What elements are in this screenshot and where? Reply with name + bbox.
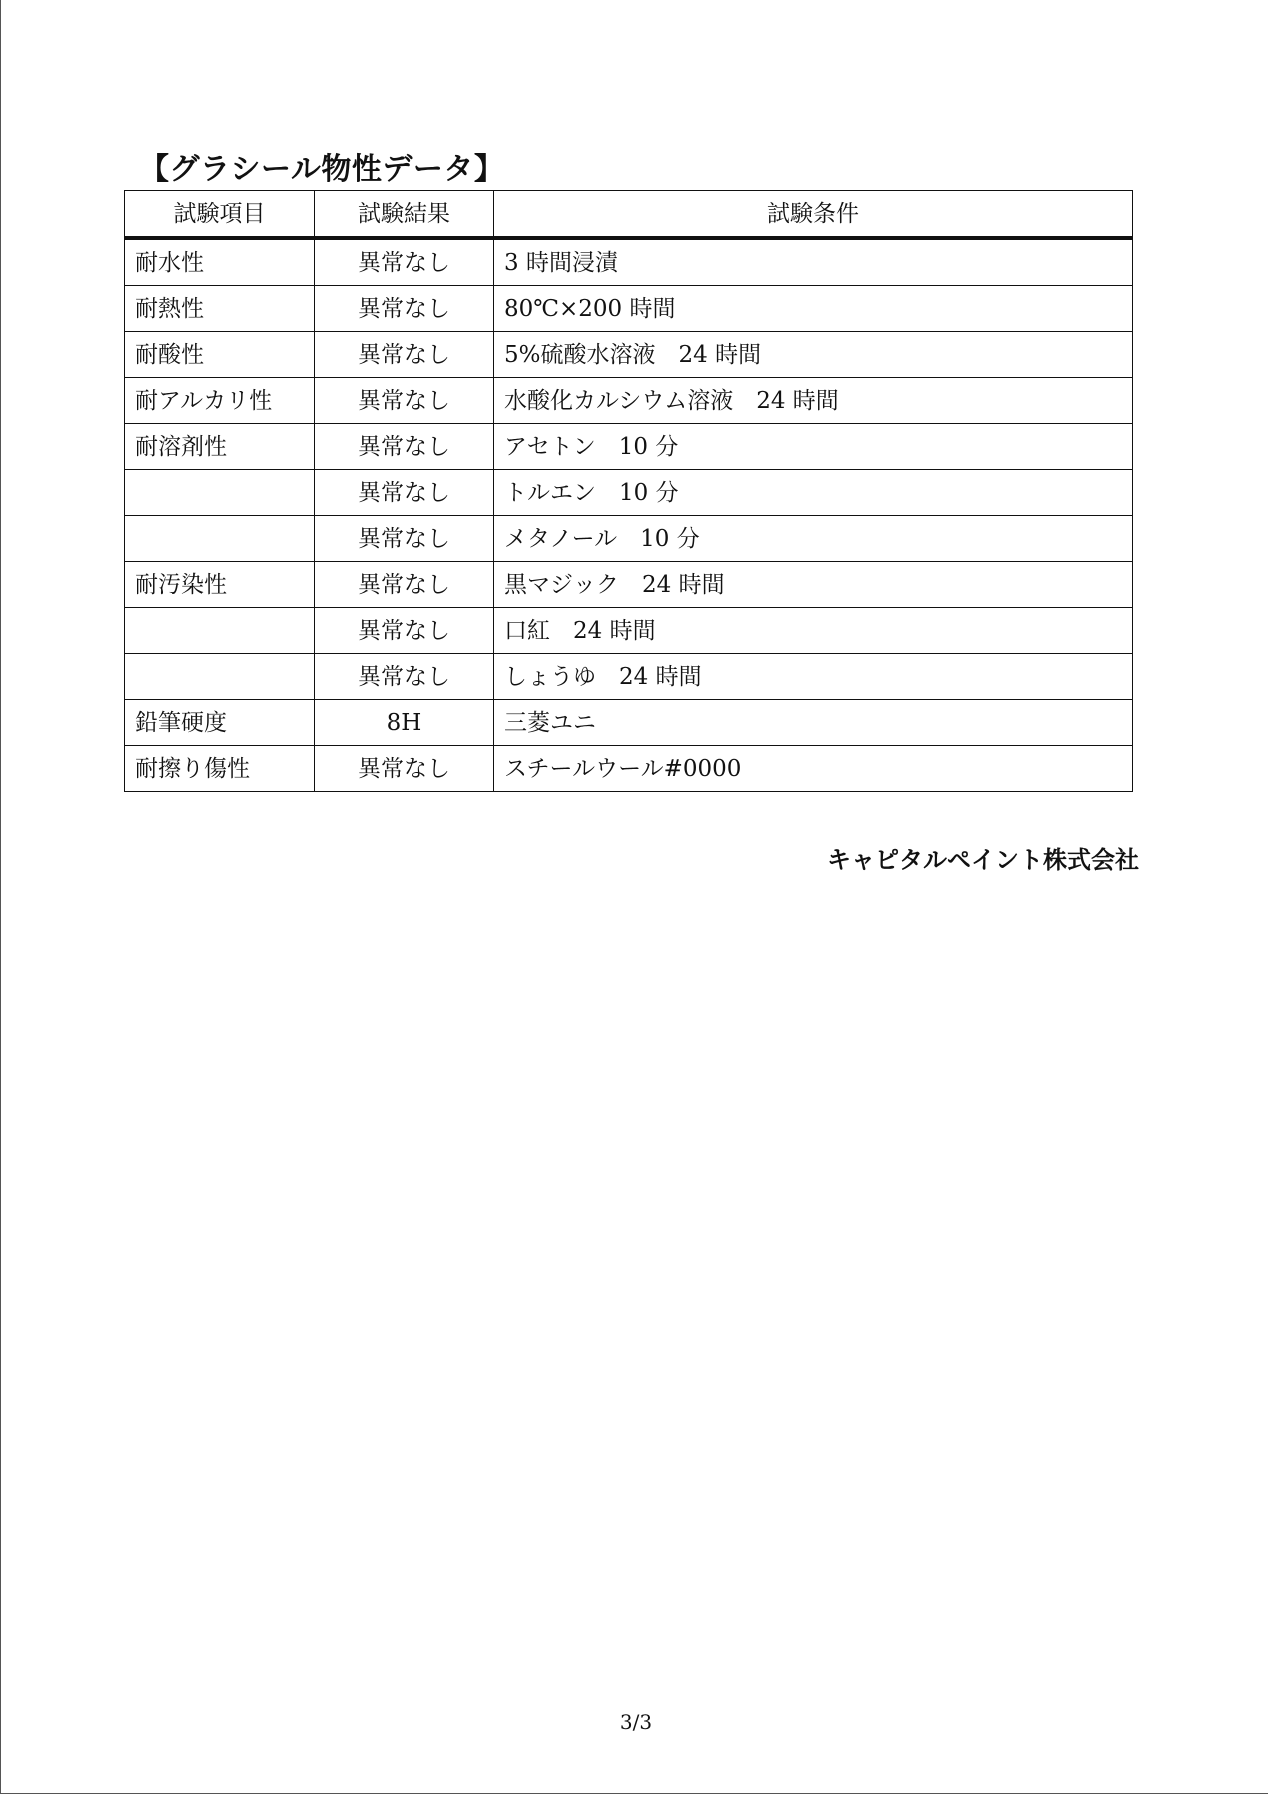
test-result-cell: 異常なし bbox=[315, 746, 494, 792]
test-item-cell: 耐汚染性 bbox=[125, 562, 315, 608]
property-data-table bbox=[124, 190, 1133, 792]
test-result-cell: 異常なし bbox=[315, 470, 494, 516]
test-condition-cell: 3 時間浸漬 bbox=[494, 238, 1133, 286]
table-row bbox=[125, 562, 1133, 608]
test-item-cell: 耐溶剤性 bbox=[125, 424, 315, 470]
document-title: 【グラシール物性データ】 bbox=[139, 152, 505, 187]
table-row bbox=[125, 332, 1133, 378]
test-result-cell: 異常なし bbox=[315, 238, 494, 286]
test-condition-cell: 水酸化カルシウム溶液 24 時間 bbox=[494, 378, 1133, 424]
table-row bbox=[125, 654, 1133, 700]
test-condition-cell: 黒マジック 24 時間 bbox=[494, 562, 1133, 608]
test-result-cell: 異常なし bbox=[315, 562, 494, 608]
table-row bbox=[125, 286, 1133, 332]
test-result-cell: 異常なし bbox=[315, 516, 494, 562]
test-condition-cell: 口紅 24 時間 bbox=[494, 608, 1133, 654]
test-condition-cell: 5%硫酸水溶液 24 時間 bbox=[494, 332, 1133, 378]
table-row bbox=[125, 238, 1133, 286]
test-condition-cell: スチールウール#0000 bbox=[494, 746, 1133, 792]
test-result-cell: 異常なし bbox=[315, 378, 494, 424]
test-result-cell: 8H bbox=[315, 700, 494, 746]
test-item-cell: 耐水性 bbox=[125, 238, 315, 286]
table-row bbox=[125, 470, 1133, 516]
test-item-cell: 耐擦り傷性 bbox=[125, 746, 315, 792]
test-condition-cell: 80℃×200 時間 bbox=[494, 286, 1133, 332]
table-row bbox=[125, 516, 1133, 562]
test-result-cell: 異常なし bbox=[315, 332, 494, 378]
test-result-cell: 異常なし bbox=[315, 424, 494, 470]
test-item-cell: 鉛筆硬度 bbox=[125, 700, 315, 746]
table-row bbox=[125, 424, 1133, 470]
header-test-condition: 試験条件 bbox=[494, 191, 1133, 239]
test-item-cell bbox=[125, 654, 315, 700]
table-header-row bbox=[125, 191, 1133, 239]
test-item-cell bbox=[125, 516, 315, 562]
test-item-cell: 耐酸性 bbox=[125, 332, 315, 378]
company-name: キャピタルペイント株式会社 bbox=[827, 846, 1139, 874]
test-item-cell bbox=[125, 470, 315, 516]
test-condition-cell: トルエン 10 分 bbox=[494, 470, 1133, 516]
test-condition-cell: メタノール 10 分 bbox=[494, 516, 1133, 562]
header-test-result: 試験結果 bbox=[315, 191, 494, 239]
test-condition-cell: しょうゆ 24 時間 bbox=[494, 654, 1133, 700]
test-item-cell: 耐熱性 bbox=[125, 286, 315, 332]
test-result-cell: 異常なし bbox=[315, 286, 494, 332]
test-condition-cell: 三菱ユニ bbox=[494, 700, 1133, 746]
test-item-cell bbox=[125, 608, 315, 654]
test-condition-cell: アセトン 10 分 bbox=[494, 424, 1133, 470]
table-row bbox=[125, 608, 1133, 654]
table-row bbox=[125, 378, 1133, 424]
test-result-cell: 異常なし bbox=[315, 654, 494, 700]
page-number: 3/3 bbox=[619, 1710, 653, 1734]
table-row bbox=[125, 700, 1133, 746]
table-row bbox=[125, 746, 1133, 792]
header-test-item: 試験項目 bbox=[125, 191, 315, 239]
test-item-cell: 耐アルカリ性 bbox=[125, 378, 315, 424]
test-result-cell: 異常なし bbox=[315, 608, 494, 654]
